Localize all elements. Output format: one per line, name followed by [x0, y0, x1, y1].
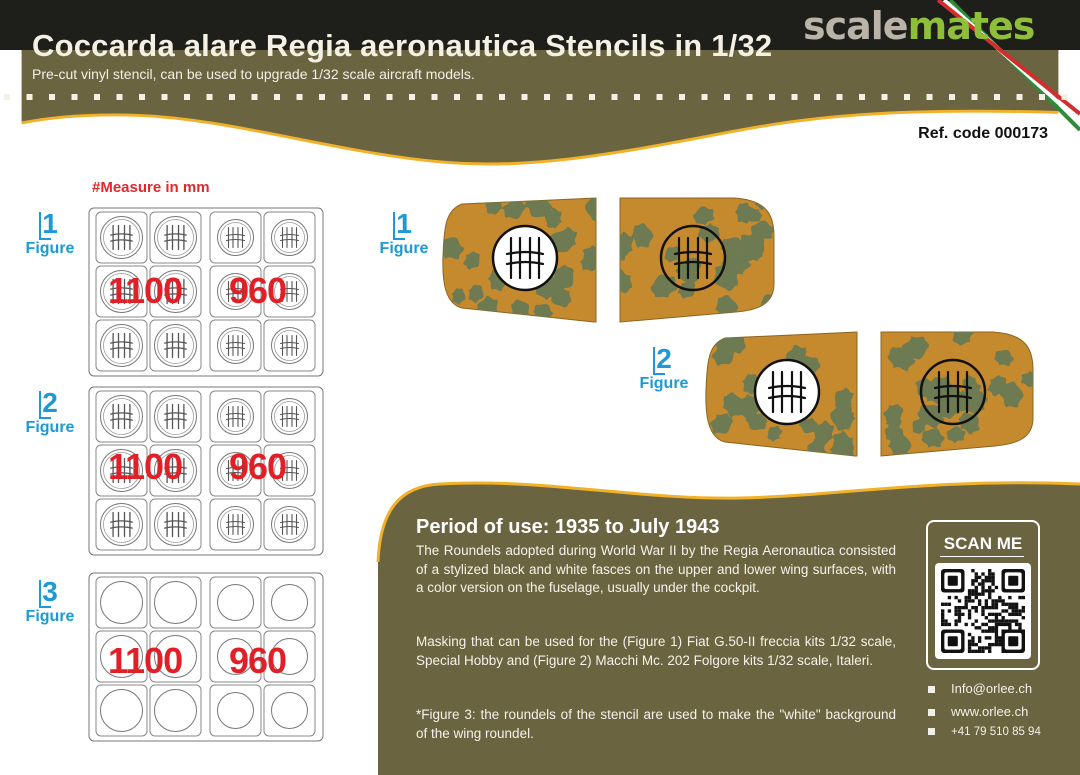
measure-note: #Measure in mm [92, 179, 210, 196]
figure-number: 1 [42, 208, 58, 239]
stencil-cell [96, 320, 147, 371]
stencil-cell [210, 391, 261, 442]
stencil-cell [210, 212, 261, 263]
scalemates-logo [803, 4, 1034, 48]
stencil-cell [96, 212, 147, 263]
info-paragraph-1: The Roundels adopted during World War II by the Regia Aeronautica consisted of a stylized black and white fasces on the upper and lower wing surfaces, with a color version on the fuselage, usually under the cockpit. [416, 543, 896, 595]
figure-number: 1 [396, 208, 412, 239]
wing-figure1-left [440, 196, 598, 324]
bracket-icon [653, 347, 665, 375]
page-subtitle: Pre-cut vinyl stencil, can be used to upgrade 1/32 scale aircraft models. [32, 66, 475, 82]
contact-website[interactable] [928, 704, 1028, 719]
bullet-icon [928, 728, 935, 735]
figure-word: Figure [25, 419, 75, 436]
contact-website-text: www.orlee.ch [951, 704, 1029, 719]
bracket-icon [393, 212, 405, 240]
wing-figure1-right [618, 196, 776, 324]
wing-figure2-left [703, 330, 859, 458]
stencil-cell [210, 320, 261, 371]
qr-code[interactable] [935, 563, 1031, 659]
scan-me-underline [940, 556, 1024, 557]
logo-text-mates: mates [907, 4, 1035, 48]
size-label-1100: 1100 [108, 446, 183, 487]
stencil-cell [150, 391, 201, 442]
contact-email-text: Info@orlee.ch [951, 681, 1033, 696]
page-title: Coccarda alare Regia aeronautica Stencils in 1/32 [32, 28, 773, 63]
fasces-roundel-icon [493, 226, 557, 290]
bullet-icon [928, 686, 935, 693]
figure-word: Figure [379, 240, 429, 257]
scan-me-label: SCAN ME [943, 534, 1023, 553]
bullet-icon [928, 709, 935, 716]
figure-word: Figure [639, 375, 689, 392]
info-paragraph-3: *Figure 3: the roundels of the stencil are used to make the "white" background of the wing roundel. [416, 707, 896, 741]
figure-number: 2 [42, 387, 58, 418]
size-label-1100: 1100 [108, 270, 183, 311]
size-label-960: 960 [229, 270, 287, 311]
info-paragraph-2: Masking that can be used for the (Figure 1) Fiat G.50-II freccia kits 1/32 scale, Special Hobby and (Figure 2) Macchi Mc. 202 Folgore kits 1/32 scale, Italeri. [416, 634, 896, 668]
stencil-cell [96, 391, 147, 442]
contact-phone-text: +41 79 510 85 94 [951, 726, 1041, 738]
stencil-cell [150, 320, 201, 371]
stencil-cell [264, 391, 315, 442]
bracket-icon [39, 212, 51, 240]
size-label-960: 960 [229, 640, 287, 681]
figure-label-2-wings [634, 345, 694, 393]
wing-figure2-right [879, 330, 1035, 458]
figure-word: Figure [25, 240, 75, 257]
stencil-cell [264, 320, 315, 371]
bracket-icon [39, 391, 51, 419]
size-label-1100: 1100 [108, 640, 183, 681]
figure-label-2-left [20, 389, 80, 437]
figure-label-1-left [20, 210, 80, 258]
figure-word: Figure [25, 608, 75, 625]
figure-number: 2 [656, 343, 672, 374]
period-heading: Period of use: 1935 to July 1943 [416, 516, 720, 538]
size-label-960: 960 [229, 446, 287, 487]
logo-text-scale: scale [803, 4, 908, 48]
figure-label-1-wings [374, 210, 434, 258]
figure-number: 3 [42, 576, 58, 607]
contact-phone[interactable] [928, 726, 1041, 738]
contact-email[interactable] [928, 681, 1032, 696]
dotted-divider [0, 92, 1080, 102]
ref-code: Ref. code 000173 [918, 125, 1048, 142]
stencil-cell [264, 212, 315, 263]
stencil-cell [150, 212, 201, 263]
fasces-roundel-icon [755, 360, 819, 424]
